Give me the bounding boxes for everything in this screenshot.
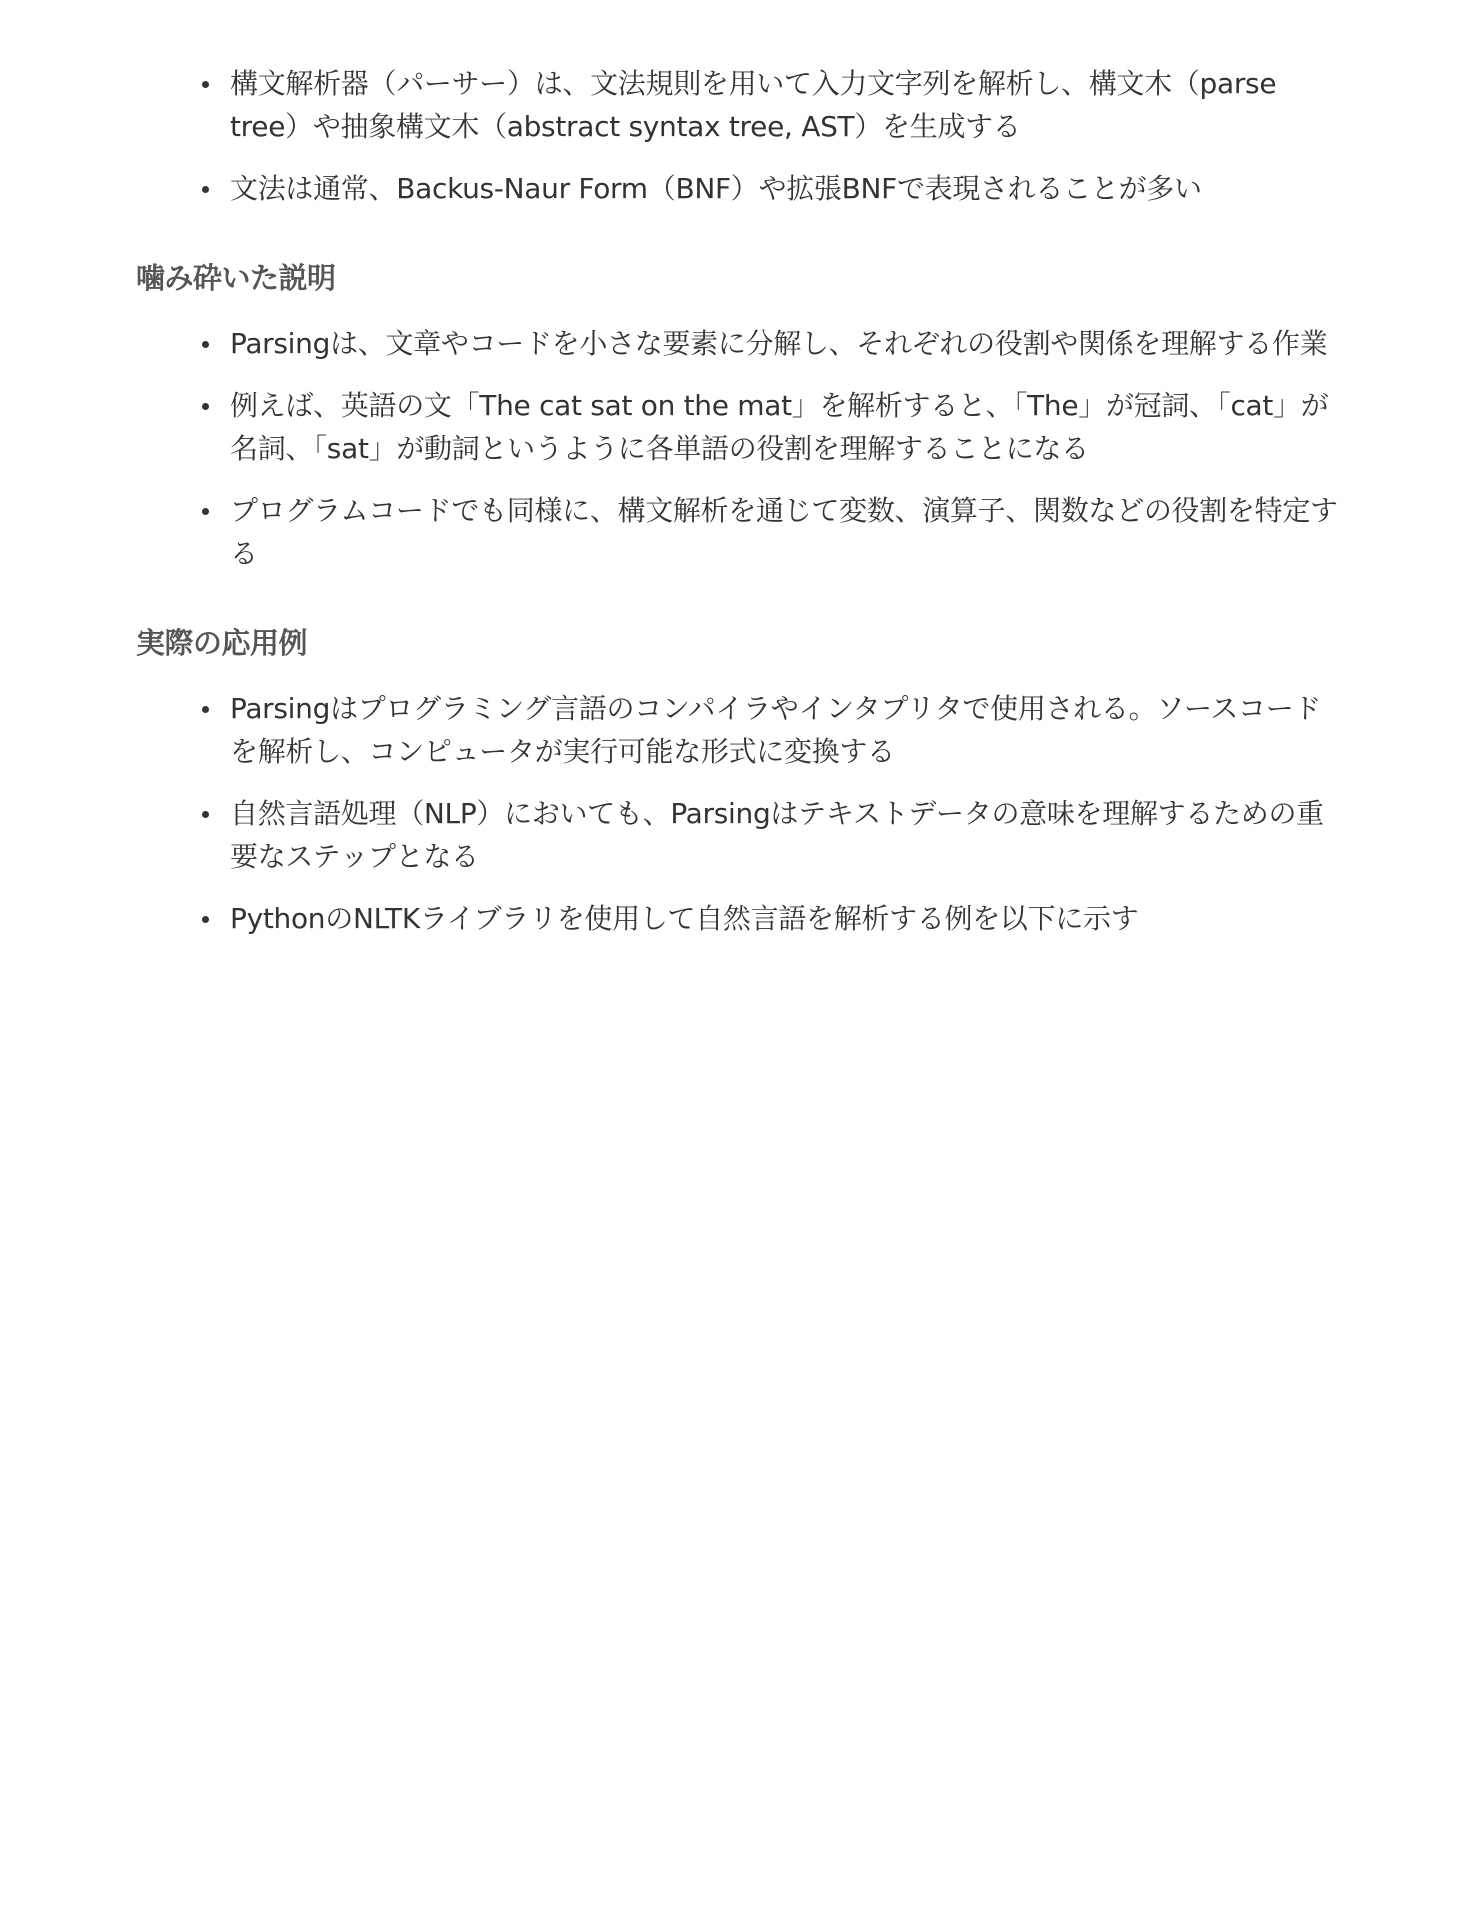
bullet-dot-icon <box>202 341 209 348</box>
applications-bullet-list <box>136 687 1348 940</box>
list-item-text: PythonのNLTKライブラリを使用して自然言語を解析する例を以下に示す <box>230 902 1139 935</box>
section-heading-simple-explanation: 噛み砕いた説明 <box>136 261 336 295</box>
list-item <box>230 687 1348 773</box>
section-heading-applications: 実際の応用例 <box>136 626 308 660</box>
simple-explanation-bullet-list <box>136 322 1348 575</box>
list-item-text: 自然言語処理（NLP）においても、Parsingはテキストデータの意味を理解するための重要なステップとなる <box>230 797 1324 873</box>
intro-bullet-list <box>136 62 1348 210</box>
list-item <box>230 384 1348 470</box>
bullet-dot-icon <box>202 508 209 515</box>
list-item-text: Parsingは、文章やコードを小さな要素に分解し、それぞれの役割や関係を理解する作業 <box>230 327 1328 360</box>
list-item-text: 構文解析器（パーサー）は、文法規則を用いて入力文字列を解析し、構文木（parse tree）や抽象構文木（abstract syntax tree, AST）を生成する <box>230 67 1277 143</box>
list-item <box>230 792 1348 878</box>
document-content <box>136 62 1348 959</box>
bullet-dot-icon <box>202 403 209 410</box>
bullet-dot-icon <box>202 706 209 713</box>
list-item <box>230 62 1348 148</box>
bullet-dot-icon <box>202 186 209 193</box>
bullet-dot-icon <box>202 811 209 818</box>
list-item-text: 文法は通常、Backus-Naur Form（BNF）や拡張BNFで表現されることが多い <box>230 172 1202 205</box>
list-item-text: プログラムコードでも同様に、構文解析を通じて変数、演算子、関数などの役割を特定する <box>230 494 1338 570</box>
list-item <box>230 322 1348 365</box>
list-item-text: 例えば、英語の文「The cat sat on the mat」を解析すると、「The」が冠詞、「cat」が名詞、「sat」が動詞というように各単語の役割を理解することになる <box>230 389 1329 465</box>
bullet-dot-icon <box>202 81 209 88</box>
list-item <box>230 897 1348 940</box>
list-item <box>230 167 1348 210</box>
bullet-dot-icon <box>202 916 209 923</box>
list-item-text: Parsingはプログラミング言語のコンパイラやインタプリタで使用される。ソースコードを解析し、コンピュータが実行可能な形式に変換する <box>230 692 1322 768</box>
list-item <box>230 489 1348 575</box>
